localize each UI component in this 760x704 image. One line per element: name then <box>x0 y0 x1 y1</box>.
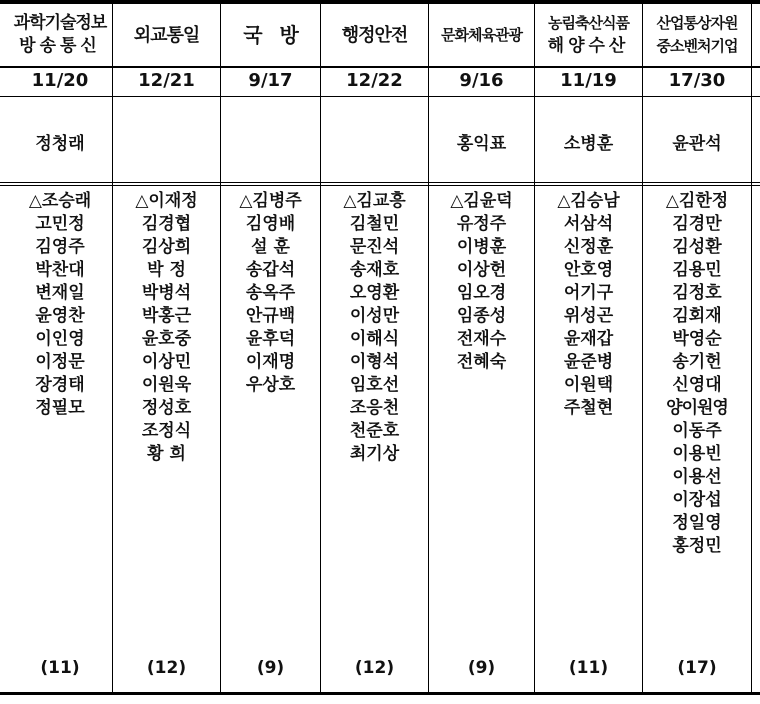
member-name: 박 정 <box>147 260 186 280</box>
seat-ratio: 17/30 <box>668 70 726 91</box>
member-name: 문진석 <box>349 237 400 257</box>
committee-column <box>221 0 320 704</box>
committee-name: 문화체육관광 <box>441 25 522 44</box>
committee-name-line-2: 방송통신 <box>19 36 101 56</box>
member-name: 송갑석 <box>245 260 296 280</box>
member-list <box>221 190 320 397</box>
committee-column <box>643 0 751 704</box>
member-name: △김승남 <box>557 191 620 211</box>
member-name: 양이원영 <box>666 398 728 418</box>
member-name: 조응천 <box>349 398 400 418</box>
member-name: 안호영 <box>563 260 614 280</box>
member-list <box>643 190 751 558</box>
committee-leader <box>221 100 320 182</box>
member-name: 임호선 <box>349 375 400 395</box>
member-name: 신정훈 <box>563 237 614 257</box>
committee-leader: 홍익표 <box>456 133 507 154</box>
member-name: 김성환 <box>672 237 722 257</box>
member-name: 김상희 <box>141 237 192 257</box>
member-list <box>321 190 428 466</box>
member-name: 김회재 <box>672 306 722 326</box>
seat-ratio: 11/20 <box>31 70 89 91</box>
member-name: △김한정 <box>665 191 729 211</box>
committee-name-line-1: 과학기술정보 <box>13 13 107 33</box>
member-name: 윤후덕 <box>245 329 296 349</box>
member-name: 안규백 <box>245 306 296 326</box>
member-name: 김용민 <box>672 260 722 280</box>
member-name: 이용빈 <box>672 444 722 464</box>
member-total: (12) <box>354 658 395 678</box>
committee-header <box>221 4 320 66</box>
member-name: 위성곤 <box>563 306 614 326</box>
member-name: 박찬대 <box>35 260 85 280</box>
member-name: 전혜숙 <box>456 352 507 372</box>
member-name: 정성호 <box>141 398 192 418</box>
member-name: 주철현 <box>563 398 614 418</box>
seat-ratio: 12/22 <box>346 70 403 91</box>
committee-header <box>535 4 642 66</box>
member-name: 이병훈 <box>456 237 507 257</box>
member-name: △김윤덕 <box>450 191 513 211</box>
member-name: 박병석 <box>141 283 192 303</box>
member-name: 임오경 <box>456 283 507 303</box>
member-name: 이재명 <box>245 352 296 372</box>
member-name: 이원욱 <box>141 375 192 395</box>
committee-name-line-2: 중소벤처기업 <box>656 37 738 55</box>
member-name: 박홍근 <box>141 306 192 326</box>
member-name: 이해식 <box>349 329 400 349</box>
member-name: 이형석 <box>349 352 400 372</box>
committee-leader <box>321 100 428 182</box>
member-name: 우상호 <box>245 375 296 395</box>
committee-header <box>8 4 112 66</box>
committee-name: 행정안전 <box>341 24 408 46</box>
committee-name: 외교통일 <box>133 24 200 46</box>
seat-ratio: 9/16 <box>459 70 504 91</box>
member-total: (9) <box>256 658 285 678</box>
member-name: 신영대 <box>672 375 722 395</box>
member-name: 윤호중 <box>141 329 192 349</box>
member-name: 전재수 <box>456 329 507 349</box>
member-name: 송기헌 <box>672 352 722 372</box>
member-name: 김경만 <box>672 214 722 234</box>
column-divider <box>751 0 752 692</box>
member-name: 이상헌 <box>456 260 507 280</box>
member-total: (17) <box>677 658 717 678</box>
member-name: 홍정민 <box>672 536 722 556</box>
member-name: 김경협 <box>141 214 192 234</box>
member-name: 윤준병 <box>563 352 614 372</box>
member-name: 김영배 <box>245 214 296 234</box>
member-name: 송옥주 <box>245 283 296 303</box>
member-name: 이인영 <box>35 329 85 349</box>
seat-ratio: 11/19 <box>560 70 617 91</box>
committee-name: 국 방 <box>243 22 298 47</box>
member-name: 이장섭 <box>672 490 722 510</box>
committee-leader: 정청래 <box>35 133 85 154</box>
member-name: 설 훈 <box>251 237 290 257</box>
committee-column <box>113 0 220 704</box>
member-name: 조정식 <box>141 421 192 441</box>
committee-name-line-1: 농림축산식품 <box>548 14 629 32</box>
member-name: 오영환 <box>349 283 400 303</box>
member-name: 이원택 <box>563 375 614 395</box>
committee-column <box>429 0 534 704</box>
member-name: 장경태 <box>35 375 85 395</box>
committee-header <box>429 4 534 66</box>
committee-column <box>321 0 428 704</box>
member-list <box>113 190 220 466</box>
member-list <box>429 190 534 374</box>
member-name: 이용선 <box>672 467 722 487</box>
member-name: 이상민 <box>141 352 192 372</box>
member-name: △김병주 <box>239 191 302 211</box>
member-name: 이동주 <box>672 421 722 441</box>
member-name: 정일영 <box>672 513 722 533</box>
member-name: 임종성 <box>456 306 507 326</box>
committee-leader <box>113 100 220 182</box>
member-name: 이성만 <box>349 306 400 326</box>
member-name: 이정문 <box>35 352 85 372</box>
member-name: 박영순 <box>672 329 722 349</box>
member-name: 김철민 <box>349 214 400 234</box>
member-list <box>8 190 112 420</box>
committee-header <box>321 4 428 66</box>
committee-column <box>8 0 112 704</box>
member-name: 최기상 <box>349 444 400 464</box>
member-total: (9) <box>467 658 496 678</box>
member-name: 윤재갑 <box>563 329 614 349</box>
committee-leader: 소병훈 <box>563 133 614 154</box>
committee-header <box>113 4 220 66</box>
member-name: 송재호 <box>349 260 400 280</box>
committee-name-line-1: 산업통상자원 <box>656 14 738 32</box>
member-list <box>535 190 642 420</box>
member-name: 천준호 <box>349 421 400 441</box>
member-name: 고민정 <box>35 214 85 234</box>
member-name: △조승래 <box>28 191 92 211</box>
member-name: △이재정 <box>135 191 198 211</box>
member-name: 어기구 <box>563 283 614 303</box>
member-name: 유정주 <box>456 214 507 234</box>
seat-ratio: 12/21 <box>138 70 195 91</box>
member-name: 김정호 <box>672 283 722 303</box>
committee-name-line-2: 해양수산 <box>547 36 630 56</box>
member-total: (11) <box>568 658 609 678</box>
member-name: 서삼석 <box>563 214 614 234</box>
committee-leader: 윤관석 <box>672 133 722 154</box>
member-total: (12) <box>146 658 187 678</box>
committee-column <box>535 0 642 704</box>
seat-ratio: 9/17 <box>248 70 293 91</box>
member-name: △김교흥 <box>343 191 406 211</box>
committee-header <box>643 4 751 66</box>
member-name: 김영주 <box>35 237 85 257</box>
member-total: (11) <box>40 658 80 678</box>
member-name: 황 희 <box>147 444 186 464</box>
member-name: 정필모 <box>35 398 85 418</box>
member-name: 변재일 <box>35 283 85 303</box>
member-name: 윤영찬 <box>35 306 85 326</box>
